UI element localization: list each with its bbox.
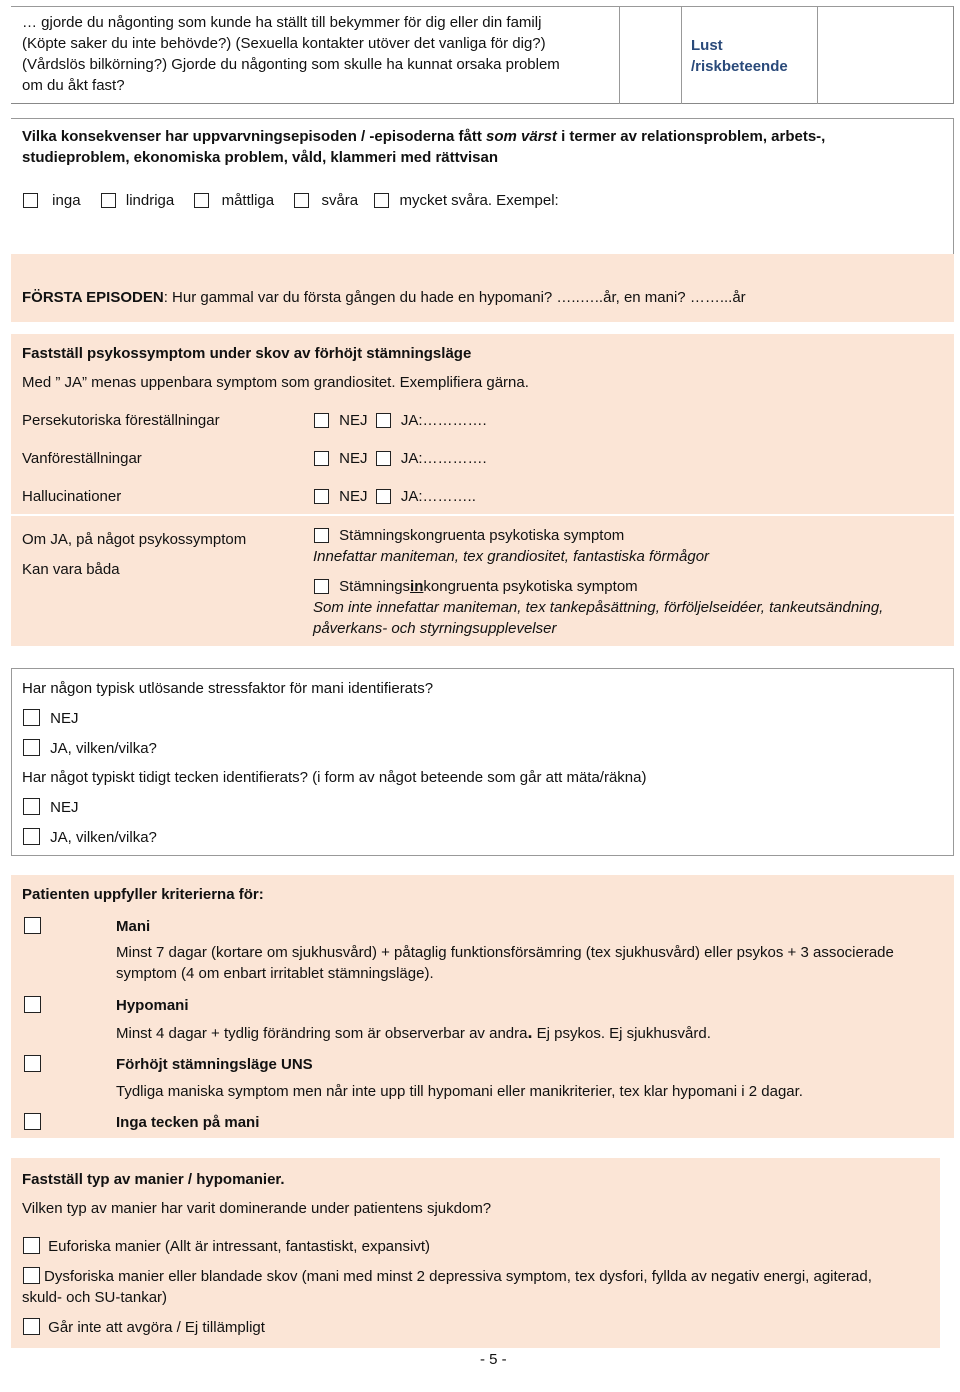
early-sign-question: Har något typiskt tidigt tecken identifierats? (i form av något beteende som går att mäta/räkna) (22, 769, 647, 786)
criteria-hypomani-desc: Minst 4 dagar + tydlig förändring som är observerbar av andra. Ej psykos. Ej sjukhusvård. (116, 1022, 711, 1042)
checkbox-svara[interactable] (294, 193, 309, 208)
top-divider-3 (817, 6, 818, 104)
psychosis-divider (11, 514, 954, 516)
checkbox-uns[interactable] (24, 1055, 41, 1072)
checkbox-early-sign-no[interactable] (23, 798, 40, 815)
checkbox-persecutory-no[interactable] (314, 413, 329, 428)
checkbox-hallucinations-yes[interactable] (376, 489, 391, 504)
checkbox-euphoric[interactable] (23, 1237, 40, 1254)
lust-label: Lust /riskbeteende (691, 37, 788, 75)
if-yes-label: Om JA, på något psykossymptom Kan vara båda (22, 531, 247, 578)
incongruent-option: Stämningsinkongruenta psykotiska symptom (314, 576, 638, 597)
criteria-mani-name: Mani (116, 918, 151, 935)
top-divider-1 (619, 6, 620, 104)
checkbox-stress-yes[interactable] (23, 739, 40, 756)
early-sign-yes-option: JA, vilken/vilka? (23, 827, 157, 848)
checkbox-delusions-no[interactable] (314, 451, 329, 466)
symptom-row-delusions: NEJ JA:…………. (314, 448, 487, 469)
checkbox-mycket-svara[interactable] (374, 193, 389, 208)
criteria-uns-name: Förhöjt stämningsläge UNS (116, 1056, 313, 1073)
checkbox-hypomani[interactable] (24, 996, 41, 1013)
type-title: Fastställ typ av manier / hypomanier. (22, 1171, 285, 1188)
criteria-no-signs-name: Inga tecken på mani (116, 1114, 260, 1131)
checkbox-mattliga[interactable] (194, 193, 209, 208)
type-option-euphoric: Euforiska manier (Allt är intressant, fantastiskt, expansivt) (23, 1236, 430, 1257)
type-option-undetermined: Går inte att avgöra / Ej tillämpligt (23, 1317, 265, 1338)
checkbox-persecutory-yes[interactable] (376, 413, 391, 428)
checkbox-mani[interactable] (24, 917, 41, 934)
criteria-title: Patienten uppfyller kriterierna för: (22, 886, 264, 903)
psychosis-note: Med ” JA” menas uppenbara symptom som grandiositet. Exemplifiera gärna. (22, 374, 529, 391)
checkbox-hallucinations-no[interactable] (314, 489, 329, 504)
checkbox-early-sign-yes[interactable] (23, 828, 40, 845)
congruent-option: Stämningskongruenta psykotiska symptom (314, 525, 624, 546)
psychosis-title: Fastställ psykossymptom under skov av förhöjt stämningsläge (22, 345, 472, 362)
checkbox-congruent[interactable] (314, 528, 329, 543)
checkbox-delusions-yes[interactable] (376, 451, 391, 466)
incongruent-description: Som inte innefattar maniteman, tex tankepåsättning, förföljelseidéer, tankeutsändning, påverkans- och styrningsupplevelser (313, 599, 884, 637)
first-episode-question: FÖRSTA EPISODEN: Hur gammal var du första gången du hade en hypomani? …..…..år, en mani? ……...år (22, 289, 746, 306)
checkbox-inga[interactable] (23, 193, 38, 208)
symptom-row-hallucinations: NEJ JA:……….. (314, 486, 476, 507)
checkbox-lindriga[interactable] (101, 193, 116, 208)
consequences-question: Vilka konsekvenser har uppvarvningsepisoden / -episoderna fått som värst i termer av relationsproblem, arbets-, studieproblem, ekonomiska problem, våld, klammeri med rättvisan (22, 128, 826, 166)
criteria-mani-desc: Minst 7 dagar (kortare om sjukhusvård) + påtaglig funktionsförsämring (tex sjukhusvård) eller psykos + 3 associerade symptom (4 om enbart irritablet stämningsläge). (116, 944, 894, 982)
checkbox-stress-no[interactable] (23, 709, 40, 726)
early-sign-no-option: NEJ (23, 797, 79, 818)
type-option-dysphoric: Dysforiska manier eller blandade skov (mani med minst 2 depressiva symptom, tex dysfori, fyllda av negativ energi, agiterad, skuld- och SU-tankar) (22, 1268, 872, 1306)
page-number: - 5 - (480, 1351, 507, 1368)
stress-no-option: NEJ (23, 708, 79, 729)
stress-yes-option: JA, vilken/vilka? (23, 738, 157, 759)
congruent-description: Innefattar maniteman, tex grandiositet, fantastiska förmågor (313, 548, 710, 565)
symptom-label-hallucinations: Hallucinationer (22, 488, 122, 505)
symptom-label-delusions: Vanföreställningar (22, 450, 142, 467)
top-divider-2 (681, 6, 682, 104)
symptom-label-persecutory: Persekutoriska föreställningar (22, 412, 220, 429)
consequence-options: inga lindriga måttliga svåra mycket svåra. Exempel: (23, 190, 559, 211)
symptom-row-persecutory: NEJ JA:…………. (314, 410, 487, 431)
type-question: Vilken typ av manier har varit dominerande under patientens sjukdom? (22, 1200, 492, 1217)
stress-question: Har någon typisk utlösande stressfaktor för mani identifierats? (22, 680, 434, 697)
criteria-hypomani-name: Hypomani (116, 997, 189, 1014)
checkbox-incongruent[interactable] (314, 579, 329, 594)
criteria-uns-desc: Tydliga maniska symptom men når inte upp till hypomani eller manikriterier, tex klar hypomani i 2 dagar. (116, 1083, 803, 1100)
checkbox-dysphoric[interactable] (23, 1267, 40, 1284)
top-question: … gjorde du någonting som kunde ha ställt till bekymmer för dig eller din familj (Köpte saker du inte behövde?) (Sexuella kontakter utöver det vanliga för dig?) (Vårdslös bilkörning?) Gjorde du någonting som skulle ha kunnat orsaka problem om du åkt fast? (22, 14, 560, 94)
checkbox-undetermined[interactable] (23, 1318, 40, 1335)
checkbox-no-signs[interactable] (24, 1113, 41, 1130)
